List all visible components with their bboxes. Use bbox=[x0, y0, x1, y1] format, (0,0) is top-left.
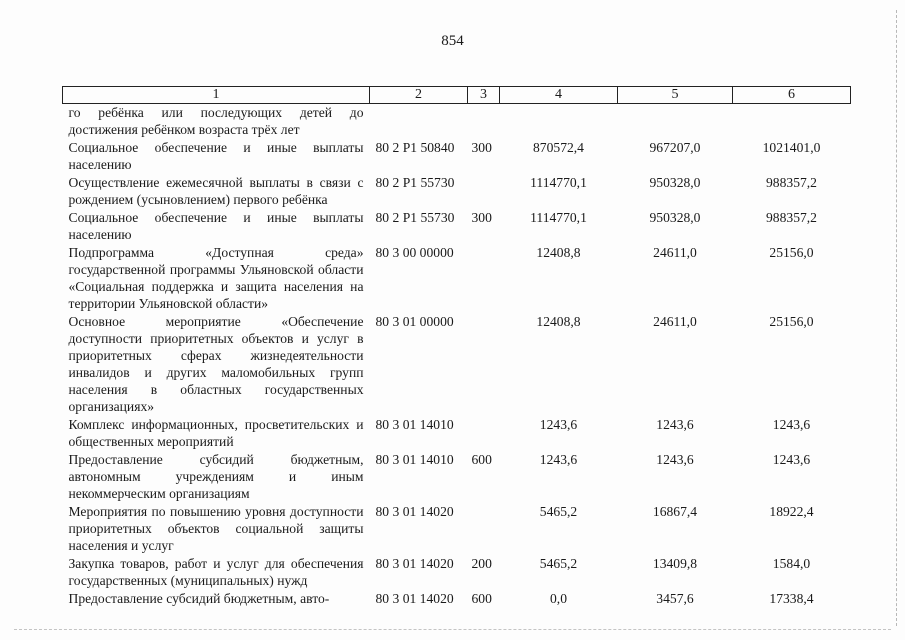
header-col-4: 4 bbox=[500, 87, 618, 104]
row-value-col6: 988357,2 bbox=[766, 210, 817, 225]
row-value-col4: 1114770,1 bbox=[530, 175, 587, 190]
table-row bbox=[63, 104, 851, 140]
row-value-col5: 13409,8 bbox=[652, 556, 698, 571]
row-type: 600 bbox=[471, 452, 492, 467]
row-value-col6: 1243,6 bbox=[772, 452, 811, 467]
row-name: Основное мероприятие «Обеспечение доступности приоритетных объектов и услуг в приоритетных сферах жизнедеятельности инвалидов и других маломобильных групп населения в областных государственных организациях» bbox=[68, 314, 364, 414]
row-value-col4 bbox=[500, 104, 618, 140]
row-code: 80 3 01 14020 bbox=[375, 504, 454, 519]
header-row bbox=[63, 87, 851, 104]
table-row bbox=[63, 590, 851, 608]
row-type: 600 bbox=[471, 591, 492, 606]
row-name: Осуществление ежемесячной выплаты в связи с рождением (усыновлением) первого ребёнка bbox=[68, 175, 364, 207]
table-row bbox=[63, 555, 851, 590]
budget-table bbox=[62, 86, 851, 608]
row-code: 80 3 01 14010 bbox=[375, 417, 454, 432]
header-col-1: 1 bbox=[63, 87, 370, 104]
table-row bbox=[63, 139, 851, 174]
row-value-col6: 17338,4 bbox=[769, 591, 814, 606]
row-code: 80 3 01 00000 bbox=[375, 314, 454, 329]
row-value-col5: 16867,4 bbox=[652, 504, 698, 519]
row-value-col6: 1584,0 bbox=[772, 556, 811, 571]
row-value-col5: 950328,0 bbox=[649, 175, 701, 190]
row-value-col4: 1114770,1 bbox=[530, 210, 587, 225]
row-value-col6: 1243,6 bbox=[772, 417, 811, 432]
row-value-col6: 1021401,0 bbox=[762, 140, 821, 155]
row-type: 300 bbox=[471, 140, 492, 155]
scan-edge-bottom bbox=[14, 629, 891, 630]
row-value-col4: 5465,2 bbox=[539, 504, 578, 519]
header-col-5: 5 bbox=[618, 87, 733, 104]
table-row bbox=[63, 416, 851, 451]
row-name: Комплекс информационных, просветительских и общественных мероприятий bbox=[68, 417, 364, 449]
row-type bbox=[468, 416, 500, 451]
row-value-col6 bbox=[733, 104, 851, 140]
row-name: Социальное обеспечение и иные выплаты населению bbox=[68, 140, 364, 172]
row-type bbox=[468, 313, 500, 416]
row-name: го ребёнка или последующих детей до достижения ребёнком возраста трёх лет bbox=[68, 105, 364, 137]
row-value-col5: 24611,0 bbox=[653, 245, 697, 260]
row-name: Подпрограмма «Доступная среда» государственной программы Ульяновской области «Социальная поддержка и защита населения на территории Ульяновской области» bbox=[68, 245, 364, 311]
row-code: 80 3 01 14020 bbox=[375, 556, 454, 571]
table-header bbox=[63, 87, 851, 104]
row-value-col5: 24611,0 bbox=[653, 314, 697, 329]
row-value-col4: 12408,8 bbox=[536, 245, 581, 260]
scan-edge-right bbox=[896, 10, 897, 626]
row-value-col4: 0,0 bbox=[550, 591, 567, 606]
row-value-col5: 950328,0 bbox=[649, 210, 701, 225]
row-value-col5: 3457,6 bbox=[656, 591, 694, 606]
table-row bbox=[63, 209, 851, 244]
row-value-col4: 1243,6 bbox=[539, 452, 578, 467]
header-col-2: 2 bbox=[370, 87, 468, 104]
row-name: Социальное обеспечение и иные выплаты населению bbox=[68, 210, 364, 242]
row-code: 80 3 01 14020 bbox=[375, 591, 454, 606]
row-value-col4: 12408,8 bbox=[536, 314, 581, 329]
row-value-col4: 1243,6 bbox=[539, 417, 578, 432]
row-value-col4: 5465,2 bbox=[539, 556, 578, 571]
header-col-6: 6 bbox=[733, 87, 851, 104]
row-value-col4: 870572,4 bbox=[533, 140, 584, 155]
row-value-col6: 25156,0 bbox=[769, 245, 814, 260]
row-value-col6: 18922,4 bbox=[769, 504, 814, 519]
row-value-col5: 1243,6 bbox=[656, 417, 694, 432]
row-value-col6: 25156,0 bbox=[769, 314, 814, 329]
row-name: Предоставление субсидий бюджетным, авто- bbox=[68, 591, 330, 606]
row-type bbox=[468, 104, 500, 140]
table-body bbox=[63, 104, 851, 609]
row-value-col6: 988357,2 bbox=[766, 175, 817, 190]
row-type bbox=[468, 174, 500, 209]
row-type: 200 bbox=[471, 556, 492, 571]
table-row bbox=[63, 313, 851, 416]
table-row bbox=[63, 451, 851, 503]
table-row bbox=[63, 174, 851, 209]
row-code: 80 2 P1 55730 bbox=[375, 210, 455, 225]
row-code: 80 2 P1 55730 bbox=[375, 175, 455, 190]
table-row bbox=[63, 244, 851, 313]
row-code bbox=[370, 104, 468, 140]
header-col-3: 3 bbox=[468, 87, 500, 104]
row-value-col5 bbox=[618, 104, 733, 140]
table-row bbox=[63, 503, 851, 555]
row-type: 300 bbox=[471, 210, 492, 225]
row-value-col5: 1243,6 bbox=[656, 452, 694, 467]
row-code: 80 2 P1 50840 bbox=[375, 140, 455, 155]
row-name: Мероприятия по повышению уровня доступности приоритетных объектов социальной защиты населения и услуг bbox=[68, 504, 364, 553]
row-name: Предоставление субсидий бюджетным, автономным учреждениям и иным некоммерческим организациям bbox=[68, 452, 364, 501]
row-code: 80 3 00 00000 bbox=[375, 245, 454, 260]
row-type bbox=[468, 244, 500, 313]
row-value-col5: 967207,0 bbox=[649, 140, 701, 155]
row-type bbox=[468, 503, 500, 555]
page-number: 854 bbox=[441, 33, 464, 49]
row-name: Закупка товаров, работ и услуг для обеспечения государственных (муниципальных) нужд bbox=[68, 556, 364, 588]
row-code: 80 3 01 14010 bbox=[375, 452, 454, 467]
